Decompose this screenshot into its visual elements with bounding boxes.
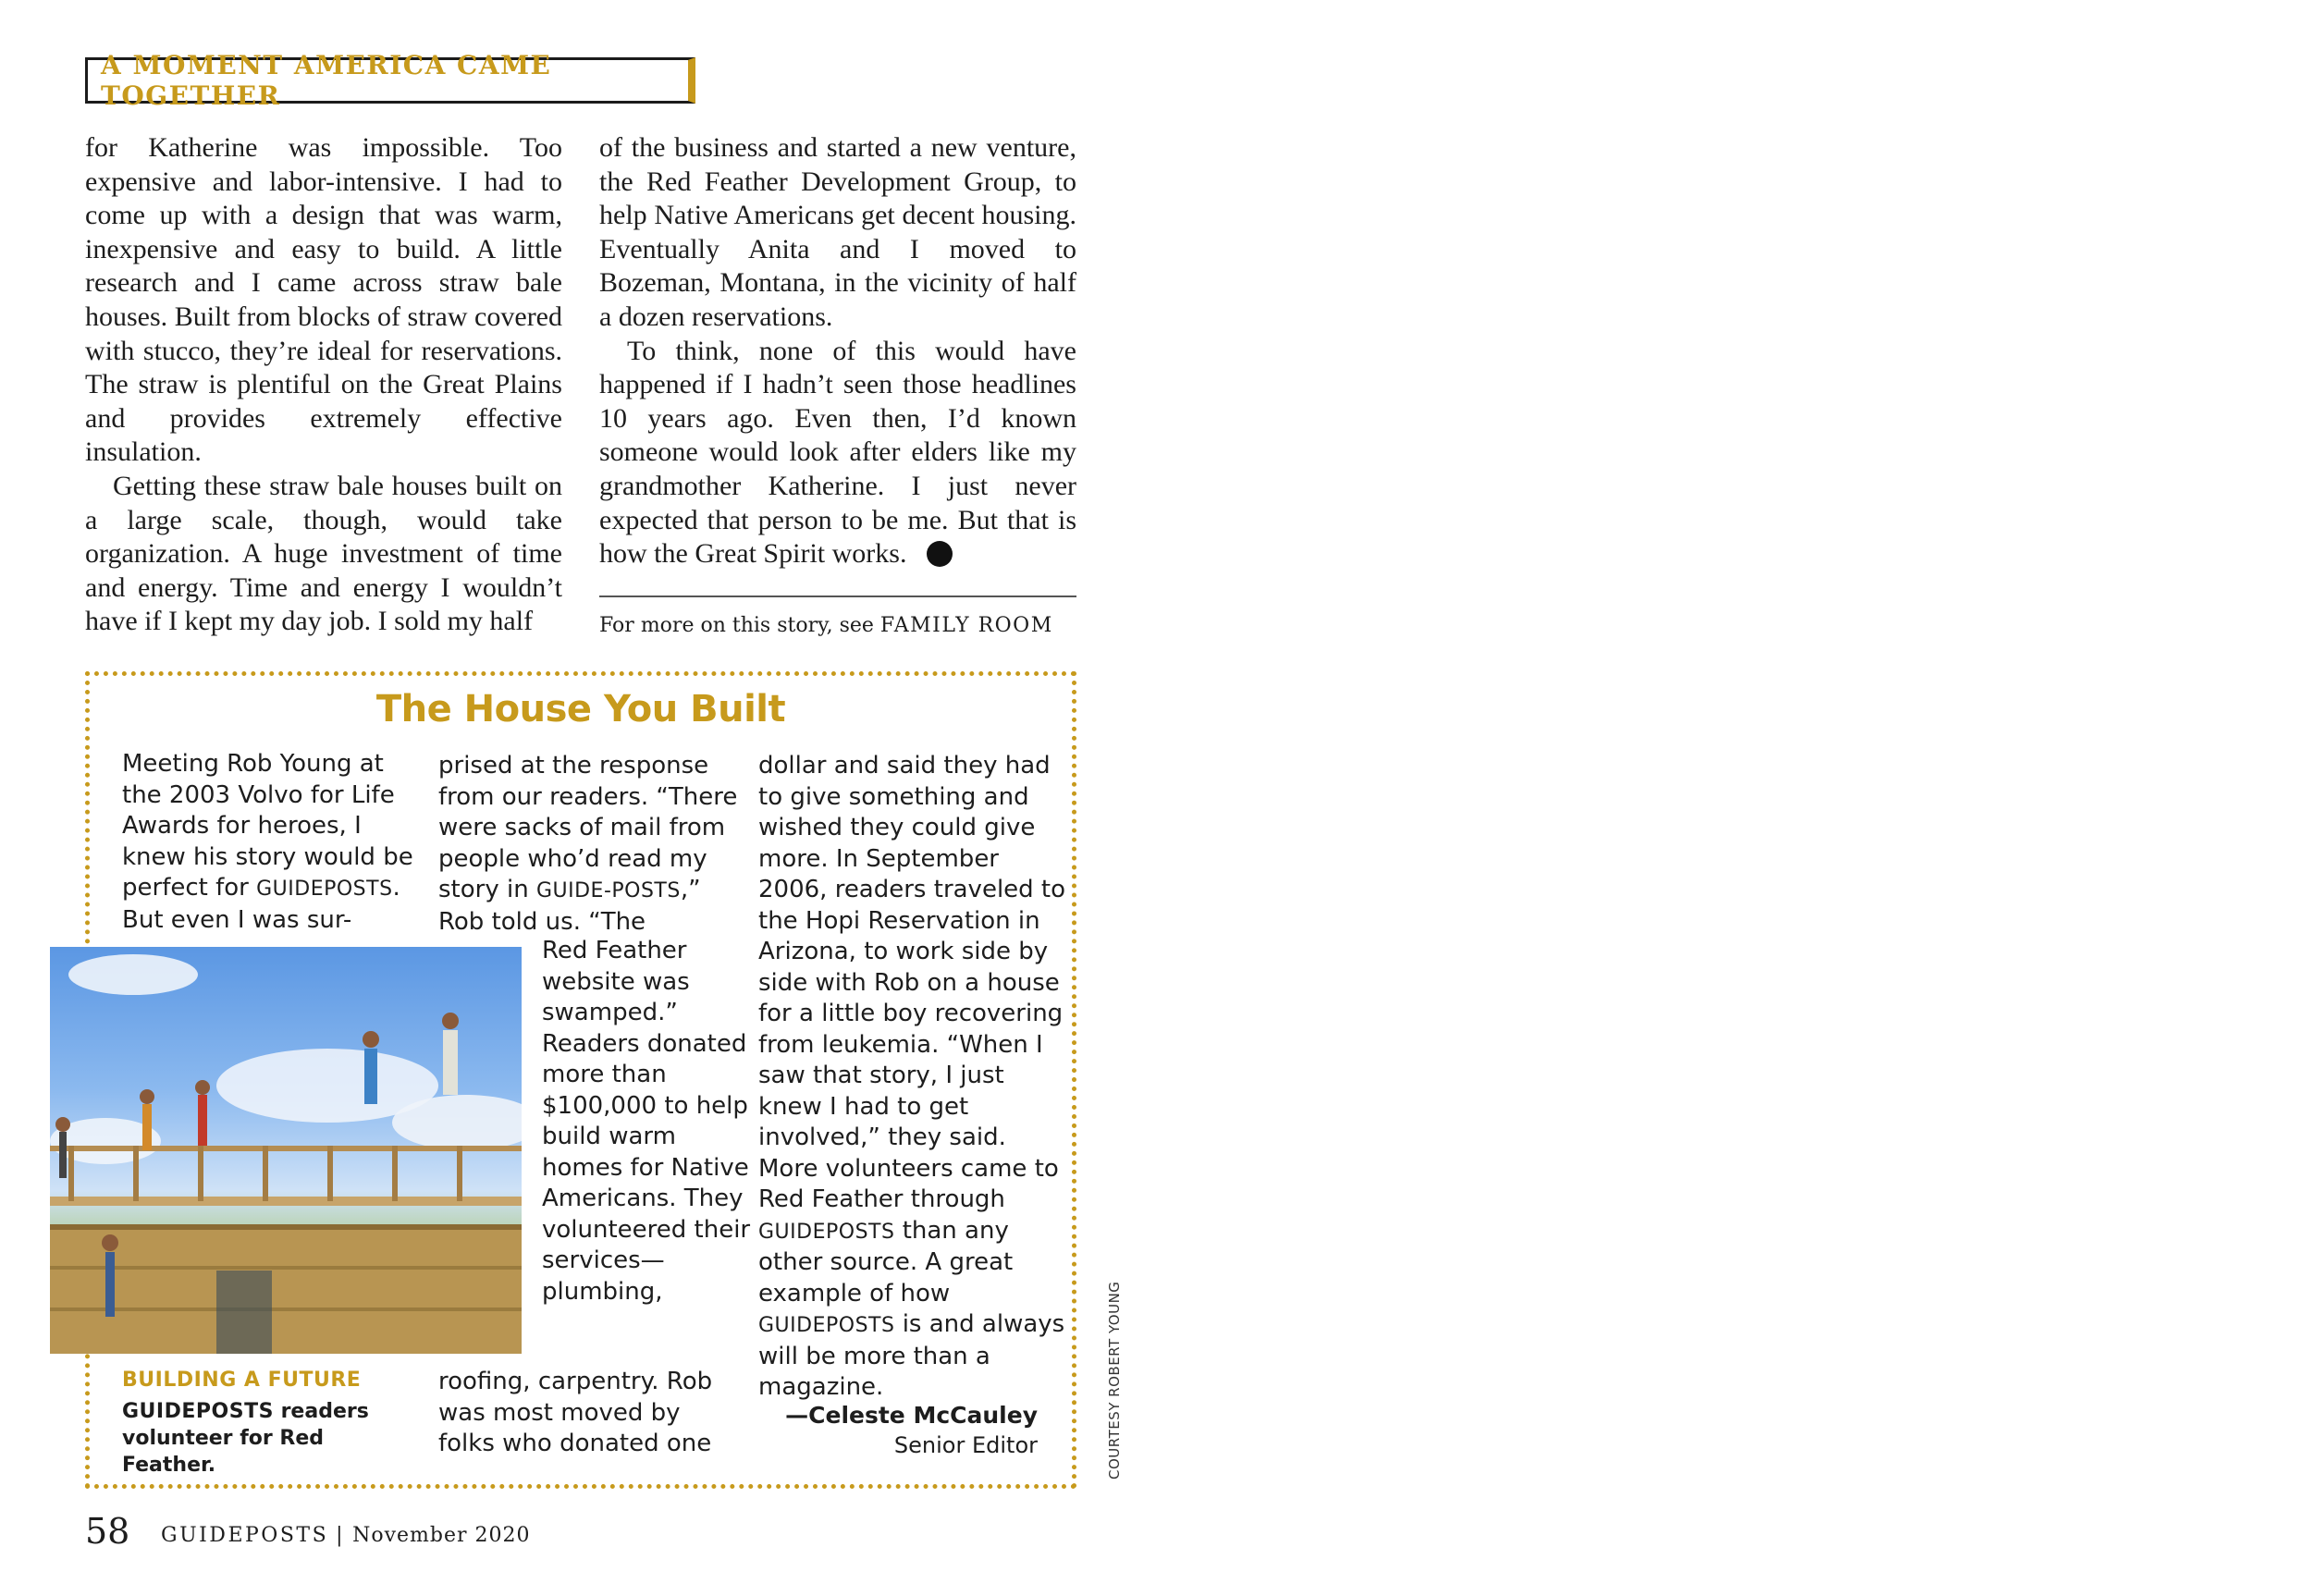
sidebar-column-3 — [758, 751, 1073, 1404]
folio-separator: | — [336, 1524, 346, 1547]
article-paragraph: Getting these straw bale houses built on a large scale, though, would take organization. A huge investment of time and energy. Time and energy I wouldn’t have if I kept my day job. I sold my half — [85, 470, 562, 637]
signature-name: —Celeste McCauley — [785, 1402, 1038, 1429]
sidebar-column-2-bottom: roofing, carpentry. Rob was most moved by folks who donated one — [438, 1368, 713, 1457]
article-paragraph: for Katherine was impossible. Too expensive and labor-intensive. I had to come up with a design that was warm, inexpensive and easy to build. A little research and I came across straw bale houses. Built from blocks of straw covered with stucco, they’re ideal for reservations. The straw is plentiful on the Great Plains and provides extremely effective insulation. — [85, 132, 562, 468]
sidebar-column-2-narrow: Red Feather website was swamped.” Readers donated more than $100,000 to help build warm homes for Native Americans. They volunteered their services—plumbing, — [542, 937, 751, 1306]
signature-block — [758, 1402, 1038, 1458]
folio — [161, 1524, 531, 1547]
sidebar-text: ,” Rob told us. “The — [438, 876, 701, 936]
more-note-prefix: For more on this story, see — [599, 614, 880, 637]
end-mark-icon: G — [927, 541, 953, 567]
photo-caption — [122, 1398, 400, 1479]
caption-text: readers volunteer for Red Feather. — [122, 1400, 369, 1477]
sidebar-text: . But even I was sur- — [122, 874, 400, 934]
article-paragraph-text: To think, none of this would have happened if I hadn’t seen those headlines 10 years ago. Even then, I’d known someone would look after elders like my grandmother Katherine. I just never expected that person to be me. But that is how the Great Spirit works. — [599, 335, 1076, 570]
sidebar-column-1 — [122, 749, 427, 936]
photo-illustration — [50, 947, 522, 1354]
divider-rule — [599, 595, 1076, 597]
section-label: A MOMENT AMERICA CAME TOGETHER — [101, 50, 552, 111]
sidebar-text: Meeting Rob Young at the 2003 Volvo for Life Awards for heroes, I knew his story would be perfect for — [122, 750, 413, 902]
sidebar-title: The House You Built — [375, 688, 786, 730]
article-paragraph-last — [599, 335, 1076, 571]
article-column-1 — [85, 131, 562, 639]
brand-name: GUIDEPOSTS — [758, 1314, 895, 1337]
article-paragraph: of the business and started a new venture, the Red Feather Development Group, to help Native Americans get decent housing. Eventually Anita and I moved to Bozeman, Montana, in the vicinity of half a dozen reservations. — [599, 132, 1076, 332]
sidebar-text: dollar and said they had to give something and wished they could give more. In September 2006, readers traveled to the Hopi Reservation in Arizona, to work side by side with Rob on a house for a little boy recovering from leukemia. “When I saw that story, I just knew I had to get involved,” they said. More volunteers came to Red Feather through — [758, 752, 1066, 1213]
page-number: 58 — [85, 1511, 130, 1552]
brand-name: GUIDEPOSTS — [256, 878, 393, 901]
signature-role: Senior Editor — [893, 1432, 1038, 1458]
sidebar-column-2-top — [438, 751, 744, 938]
more-story-note — [599, 614, 1053, 637]
volunteers-photo — [50, 947, 522, 1354]
sidebar-text: than any other source. A great example of how — [758, 1216, 1014, 1307]
sidebar-text: is and always will be more than a magazine. — [758, 1310, 1065, 1401]
photo-credit: COURTESY ROBERT YOUNG — [1106, 1281, 1123, 1479]
photo-caption-heading: BUILDING A FUTURE — [122, 1369, 362, 1392]
sidebar-text: prised at the response from our readers. “There were sacks of mail from people who’d read my story in — [438, 752, 738, 903]
brand-name: GUIDEPOSTS — [758, 1220, 895, 1244]
brand-name: GUIDEPOSTS — [122, 1400, 274, 1423]
issue-date: November 2020 — [352, 1524, 531, 1547]
brand-name: GUIDE-POSTS — [535, 879, 681, 902]
section-label-box — [85, 50, 695, 111]
publication-name: GUIDEPOSTS — [161, 1524, 329, 1547]
article-column-2 — [599, 131, 1076, 571]
more-note-target: FAMILY ROOM — [879, 614, 1053, 637]
